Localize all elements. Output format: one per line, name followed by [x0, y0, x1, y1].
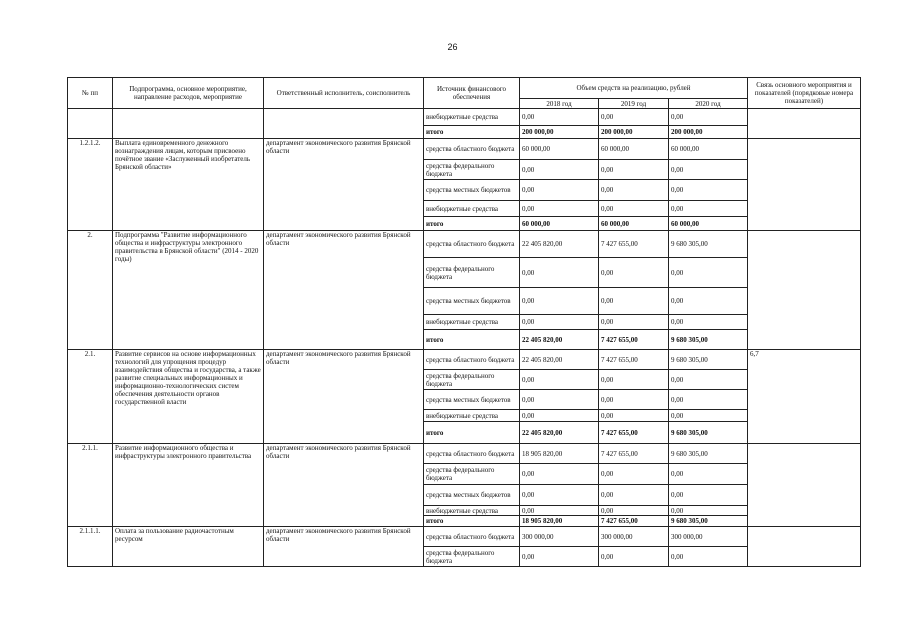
funding-source: средства областного бюджета: [424, 350, 520, 370]
value-2018: 0,00: [520, 109, 599, 126]
value-2020: 0,00: [669, 288, 748, 315]
value-2019: 0,00: [599, 109, 669, 126]
activity-name: [113, 109, 264, 139]
value-2020: 9 680 305,00: [669, 231, 748, 258]
value-2018: 22 405 820,00: [520, 231, 599, 258]
indicator-link: [748, 444, 861, 527]
value-2018: 0,00: [520, 288, 599, 315]
row-number: 2.1.1.1.: [68, 527, 113, 567]
indicator-link: [748, 109, 861, 139]
value-2019: 7 427 655,00: [599, 516, 669, 527]
funding-source: средства областного бюджета: [424, 139, 520, 160]
indicator-link: [748, 231, 861, 350]
executor: департамент экономического развития Брянской области: [264, 444, 424, 527]
value-2019: 7 427 655,00: [599, 422, 669, 444]
value-2018: 200 000,00: [520, 126, 599, 139]
value-2020: 9 680 305,00: [669, 444, 748, 464]
funding-source: средства федерального бюджета: [424, 160, 520, 180]
value-2019: 7 427 655,00: [599, 330, 669, 350]
value-2020: 9 680 305,00: [669, 422, 748, 444]
executor: [264, 109, 424, 139]
activity-name: Развитие сервисов на основе информационных технологий для упрощения процедур взаимодействия общества и государства, а также развитие специальных информационных и информационно-технологических систем обеспечения деятельности органов государственной власти: [113, 350, 264, 444]
value-2020: 0,00: [669, 547, 748, 567]
funding-source: итого: [424, 217, 520, 231]
funding-source: средства местных бюджетов: [424, 288, 520, 315]
value-2018: 0,00: [520, 160, 599, 180]
funding-source: итого: [424, 422, 520, 444]
value-2018: 0,00: [520, 506, 599, 516]
row-number: [68, 109, 113, 139]
value-2018: 18 905 820,00: [520, 444, 599, 464]
value-2019: 0,00: [599, 201, 669, 217]
value-2020: 0,00: [669, 390, 748, 410]
header-year-2019: 2019 год: [599, 99, 669, 109]
value-2020: 300 000,00: [669, 527, 748, 547]
funding-source: итого: [424, 126, 520, 139]
value-2019: 0,00: [599, 506, 669, 516]
value-2019: 7 427 655,00: [599, 444, 669, 464]
activity-name: Развитие информационного общества и инфраструктуры электронного правительства: [113, 444, 264, 527]
value-2018: 0,00: [520, 201, 599, 217]
header-row: [68, 78, 861, 99]
executor: департамент экономического развития Брянской области: [264, 139, 424, 231]
activity-name: Выплата единовременного денежного вознаграждения лицам, которым присвоено почётное звание «Заслуженный изобретатель Брянской области»: [113, 139, 264, 231]
row-number: 1.2.1.2.: [68, 139, 113, 231]
table-row: [68, 109, 861, 126]
value-2019: 7 427 655,00: [599, 350, 669, 370]
value-2019: 0,00: [599, 160, 669, 180]
value-2018: 0,00: [520, 410, 599, 422]
header-link: Связь основного мероприятия и показателей (порядковые номера показателей): [748, 78, 861, 109]
header-year-2018: 2018 год: [520, 99, 599, 109]
value-2018: 22 405 820,00: [520, 422, 599, 444]
table-row: [68, 231, 861, 258]
executor: департамент экономического развития Брянской области: [264, 231, 424, 350]
value-2018: 0,00: [520, 180, 599, 201]
header-num: № пп: [68, 78, 113, 109]
value-2018: 0,00: [520, 485, 599, 506]
row-number: 2.: [68, 231, 113, 350]
table-row: [68, 444, 861, 464]
executor: департамент экономического развития Брянской области: [264, 527, 424, 567]
value-2020: 0,00: [669, 506, 748, 516]
value-2020: 0,00: [669, 410, 748, 422]
indicator-link: [748, 139, 861, 231]
indicator-link: 6,7: [748, 350, 861, 444]
value-2020: 0,00: [669, 180, 748, 201]
value-2018: 300 000,00: [520, 527, 599, 547]
funding-source: внебюджетные средства: [424, 201, 520, 217]
funding-source: средства федерального бюджета: [424, 370, 520, 390]
funding-source: средства областного бюджета: [424, 527, 520, 547]
value-2019: 60 000,00: [599, 139, 669, 160]
value-2019: 0,00: [599, 485, 669, 506]
value-2020: 0,00: [669, 464, 748, 485]
header-executor: Ответственный исполнитель, соисполнитель: [264, 78, 424, 109]
value-2020: 9 680 305,00: [669, 350, 748, 370]
value-2018: 60 000,00: [520, 139, 599, 160]
header-year-2020: 2020 год: [669, 99, 748, 109]
value-2019: 0,00: [599, 390, 669, 410]
funding-source: внебюджетные средства: [424, 410, 520, 422]
funding-source: средства федерального бюджета: [424, 547, 520, 567]
value-2020: 0,00: [669, 160, 748, 180]
value-2020: 60 000,00: [669, 139, 748, 160]
budget-table: [67, 77, 861, 567]
value-2018: 0,00: [520, 370, 599, 390]
funding-source: средства областного бюджета: [424, 444, 520, 464]
value-2020: 0,00: [669, 370, 748, 390]
indicator-link: [748, 527, 861, 567]
header-name: Подпрограмма, основное мероприятие, направление расходов, мероприятие: [113, 78, 264, 109]
value-2020: 60 000,00: [669, 217, 748, 231]
row-number: 2.1.: [68, 350, 113, 444]
table-row: [68, 527, 861, 547]
value-2019: 300 000,00: [599, 527, 669, 547]
value-2020: 0,00: [669, 201, 748, 217]
funding-source: итого: [424, 516, 520, 527]
activity-name: Подпрограмма "Развитие информационного общества и инфраструктуры электронного правительства в Брянской области" (2014 - 2020 годы): [113, 231, 264, 350]
value-2019: 0,00: [599, 258, 669, 288]
funding-source: средства местных бюджетов: [424, 485, 520, 506]
value-2019: 7 427 655,00: [599, 231, 669, 258]
row-number: 2.1.1.: [68, 444, 113, 527]
value-2018: 0,00: [520, 547, 599, 567]
value-2018: 22 405 820,00: [520, 330, 599, 350]
value-2018: 0,00: [520, 390, 599, 410]
header-volume: Объем средств на реализацию, рублей: [520, 78, 748, 99]
table-body: [68, 109, 861, 567]
value-2020: 200 000,00: [669, 126, 748, 139]
value-2020: 0,00: [669, 109, 748, 126]
value-2018: 22 405 820,00: [520, 350, 599, 370]
value-2019: 0,00: [599, 180, 669, 201]
value-2018: 0,00: [520, 258, 599, 288]
funding-source: внебюджетные средства: [424, 109, 520, 126]
funding-source: средства местных бюджетов: [424, 180, 520, 201]
funding-source: средства федерального бюджета: [424, 464, 520, 485]
value-2020: 0,00: [669, 315, 748, 330]
funding-source: средства местных бюджетов: [424, 390, 520, 410]
value-2020: 0,00: [669, 258, 748, 288]
header-source: Источник финансового обеспечения: [424, 78, 520, 109]
value-2020: 0,00: [669, 485, 748, 506]
value-2020: 9 680 305,00: [669, 330, 748, 350]
page-number: 26: [447, 42, 458, 52]
value-2019: 60 000,00: [599, 217, 669, 231]
activity-name: Оплата за пользование радиочастотным ресурсом: [113, 527, 264, 567]
value-2019: 0,00: [599, 547, 669, 567]
value-2019: 0,00: [599, 410, 669, 422]
value-2019: 200 000,00: [599, 126, 669, 139]
value-2018: 0,00: [520, 315, 599, 330]
value-2018: 0,00: [520, 464, 599, 485]
value-2019: 0,00: [599, 315, 669, 330]
value-2018: 18 905 820,00: [520, 516, 599, 527]
value-2019: 0,00: [599, 288, 669, 315]
value-2018: 60 000,00: [520, 217, 599, 231]
funding-source: внебюджетные средства: [424, 506, 520, 516]
funding-source: внебюджетные средства: [424, 315, 520, 330]
table-row: [68, 139, 861, 160]
value-2019: 0,00: [599, 370, 669, 390]
executor: департамент экономического развития Брянской области: [264, 350, 424, 444]
funding-source: итого: [424, 330, 520, 350]
table-row: [68, 350, 861, 370]
funding-source: средства областного бюджета: [424, 231, 520, 258]
funding-source: средства федерального бюджета: [424, 258, 520, 288]
value-2019: 0,00: [599, 464, 669, 485]
value-2020: 9 680 305,00: [669, 516, 748, 527]
